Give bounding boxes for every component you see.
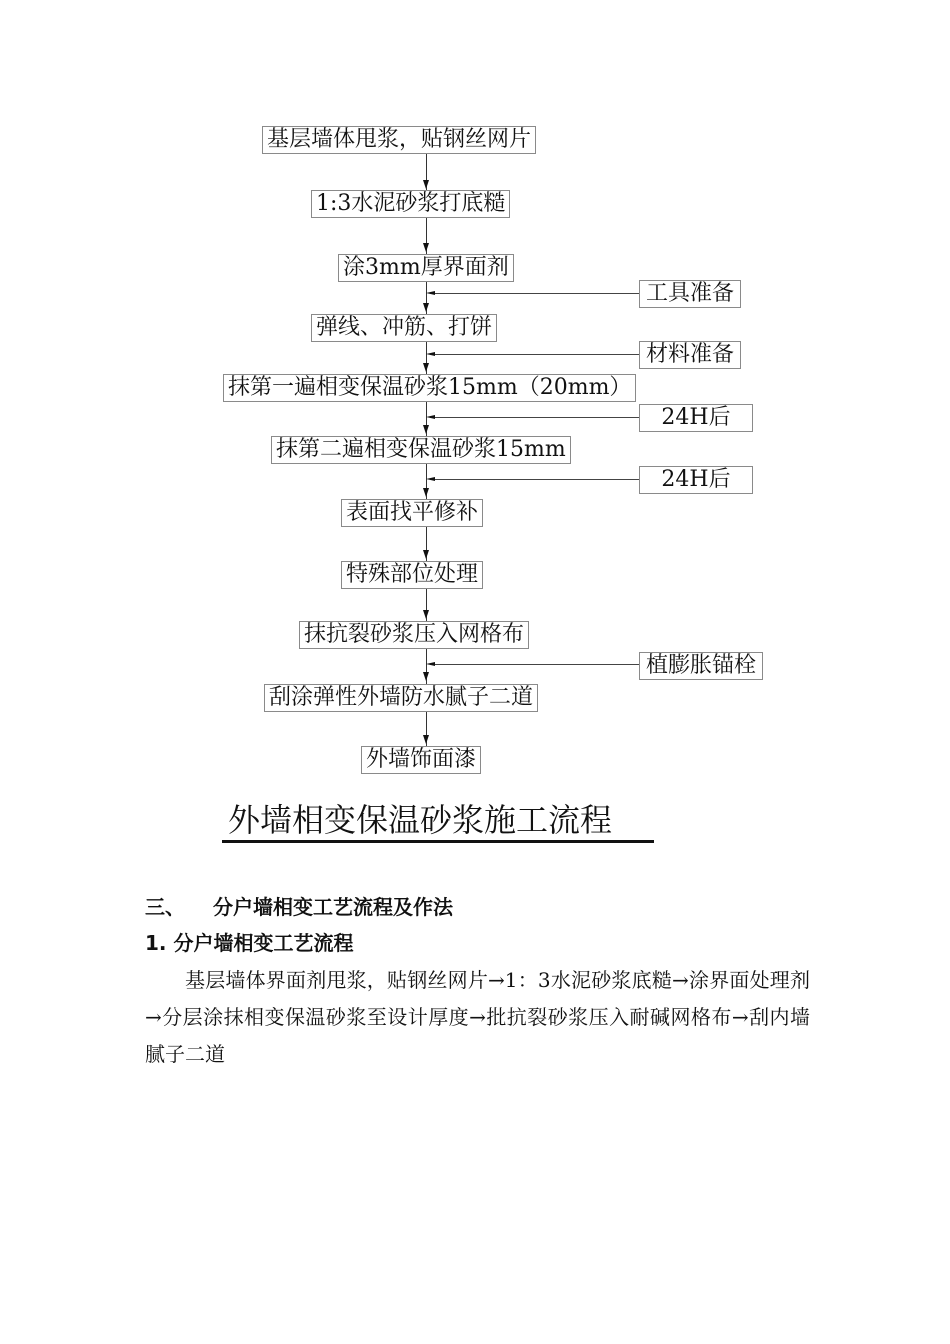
flow-step: 外墙饰面漆 <box>361 746 481 774</box>
arrow-down-icon <box>423 488 429 497</box>
side-input-box: 材料准备 <box>639 341 741 369</box>
flow-step: 表面找平修补 <box>341 499 483 527</box>
arrow-down-icon <box>423 672 429 681</box>
section-heading-text: 分户墙相变工艺流程及作法 <box>213 895 453 919</box>
arrow-down-icon <box>423 243 429 252</box>
arrow-down-icon <box>423 610 429 619</box>
flow-step: 抹第二遍相变保温砂浆15mm <box>271 436 571 464</box>
side-input-connector <box>430 664 639 665</box>
side-input-box: 24H后 <box>639 466 753 494</box>
side-input-box: 工具准备 <box>639 280 741 308</box>
body-paragraph: 基层墙体界面剂甩浆，贴钢丝网片→1：3水泥砂浆底糙→涂界面处理剂→分层涂抹相变保温砂浆至设计厚度→批抗裂砂浆压入耐碱网格布→刮内墙腻子二道 <box>145 968 810 1066</box>
side-input-connector <box>430 417 639 418</box>
flow-step: 1:3水泥砂浆打底糙 <box>311 190 510 218</box>
arrow-down-icon <box>423 303 429 312</box>
arrow-down-icon <box>423 735 429 744</box>
flow-step: 基层墙体甩浆，贴钢丝网片 <box>262 126 536 154</box>
section-heading <box>145 893 453 921</box>
side-input-box: 植膨胀锚栓 <box>639 652 763 680</box>
arrow-left-icon <box>426 352 435 356</box>
arrow-left-icon <box>426 477 435 481</box>
flow-step: 特殊部位处理 <box>341 561 483 589</box>
flow-step: 抹抗裂砂浆压入网格布 <box>299 621 529 649</box>
arrow-left-icon <box>426 415 435 419</box>
title-underline <box>222 840 654 843</box>
flowchart-title: 外墙相变保温砂浆施工流程 <box>228 801 613 839</box>
side-input-connector <box>430 354 639 355</box>
arrow-left-icon <box>426 291 435 295</box>
arrow-left-icon <box>426 662 435 666</box>
section-number: 三、 <box>145 895 185 919</box>
flow-step: 弹线、冲筋、打饼 <box>311 314 497 342</box>
flow-step: 涂3mm厚界面剂 <box>338 254 514 282</box>
side-input-connector <box>430 293 639 294</box>
sub-heading: 1. 分户墙相变工艺流程 <box>145 931 354 955</box>
flow-step: 抹第一遍相变保温砂浆15mm（20mm） <box>223 374 636 402</box>
arrow-down-icon <box>423 425 429 434</box>
side-input-box: 24H后 <box>639 404 753 432</box>
side-input-connector <box>430 479 639 480</box>
flow-step: 刮涂弹性外墙防水腻子二道 <box>264 684 538 712</box>
arrow-down-icon <box>423 550 429 559</box>
arrow-down-icon <box>423 363 429 372</box>
arrow-down-icon <box>423 180 429 189</box>
